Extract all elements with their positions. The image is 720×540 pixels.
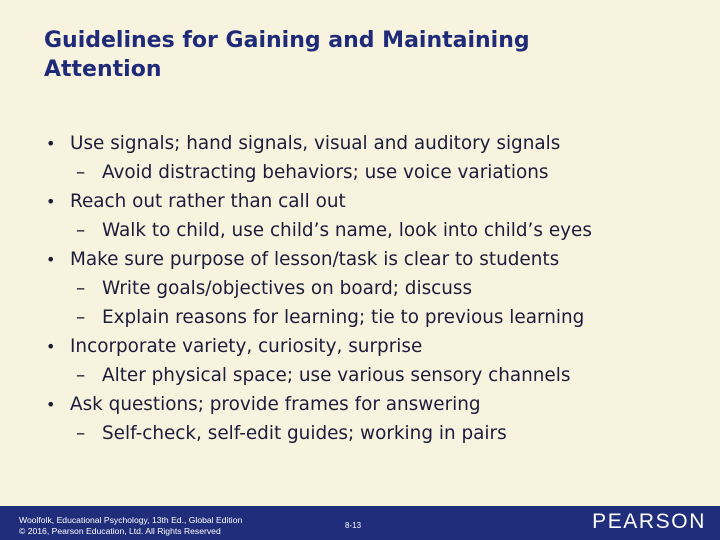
sub-bullet-marker: – [76,220,86,241]
bullet-marker: • [46,134,56,153]
sub-bullet-marker: – [76,162,86,183]
pearson-logo: PEARSON [592,510,706,533]
sub-bullet-item [46,274,706,303]
sub-bullet-text: Explain reasons for learning; tie to previous learning [102,307,585,328]
bullet-marker: • [46,250,56,269]
slide-title [44,26,684,84]
slide-title-line-1: Guidelines for Gaining and Maintaining [44,28,530,53]
sub-bullet-text: Walk to child, use child’s name, look into child’s eyes [102,220,592,241]
bullet-text: Reach out rather than call out [70,191,346,212]
bullet-text: Incorporate variety, curiosity, surprise [70,336,423,357]
citation-line-1: Woolfolk, Educational Psychology, 13th Ed., Global Edition [19,515,243,525]
sub-bullet-item [46,419,706,448]
sub-bullet-marker: – [76,423,86,444]
sub-bullet-text: Write goals/objectives on board; discuss [102,278,473,299]
bullet-list [46,129,706,448]
bullet-item [46,129,706,158]
citation-line-2: © 2016, Pearson Education, Ltd. All Rights Reserved [19,526,221,536]
bullet-marker: • [46,337,56,356]
bullet-text: Use signals; hand signals, visual and auditory signals [70,133,561,154]
page-number: 8-13 [345,521,362,530]
sub-bullet-item [46,158,706,187]
bullet-item [46,332,706,361]
sub-bullet-text: Self-check, self-edit guides; working in pairs [102,423,507,444]
sub-bullet-text: Avoid distracting behaviors; use voice variations [102,162,549,183]
slide-title-line-2: Attention [44,57,162,82]
bullet-item [46,187,706,216]
bullet-text: Ask questions; provide frames for answering [70,394,481,415]
bullet-text: Make sure purpose of lesson/task is clear to students [70,249,560,270]
sub-bullet-marker: – [76,278,86,299]
sub-bullet-marker: – [76,307,86,328]
bullet-marker: • [46,192,56,211]
sub-bullet-item [46,216,706,245]
sub-bullet-marker: – [76,365,86,386]
bullet-item [46,390,706,419]
bullet-item [46,245,706,274]
footer-citation [19,515,242,537]
footer-bar [0,506,720,540]
bullet-marker: • [46,395,56,414]
sub-bullet-item [46,303,706,332]
sub-bullet-text: Alter physical space; use various sensory channels [102,365,571,386]
sub-bullet-item [46,361,706,390]
